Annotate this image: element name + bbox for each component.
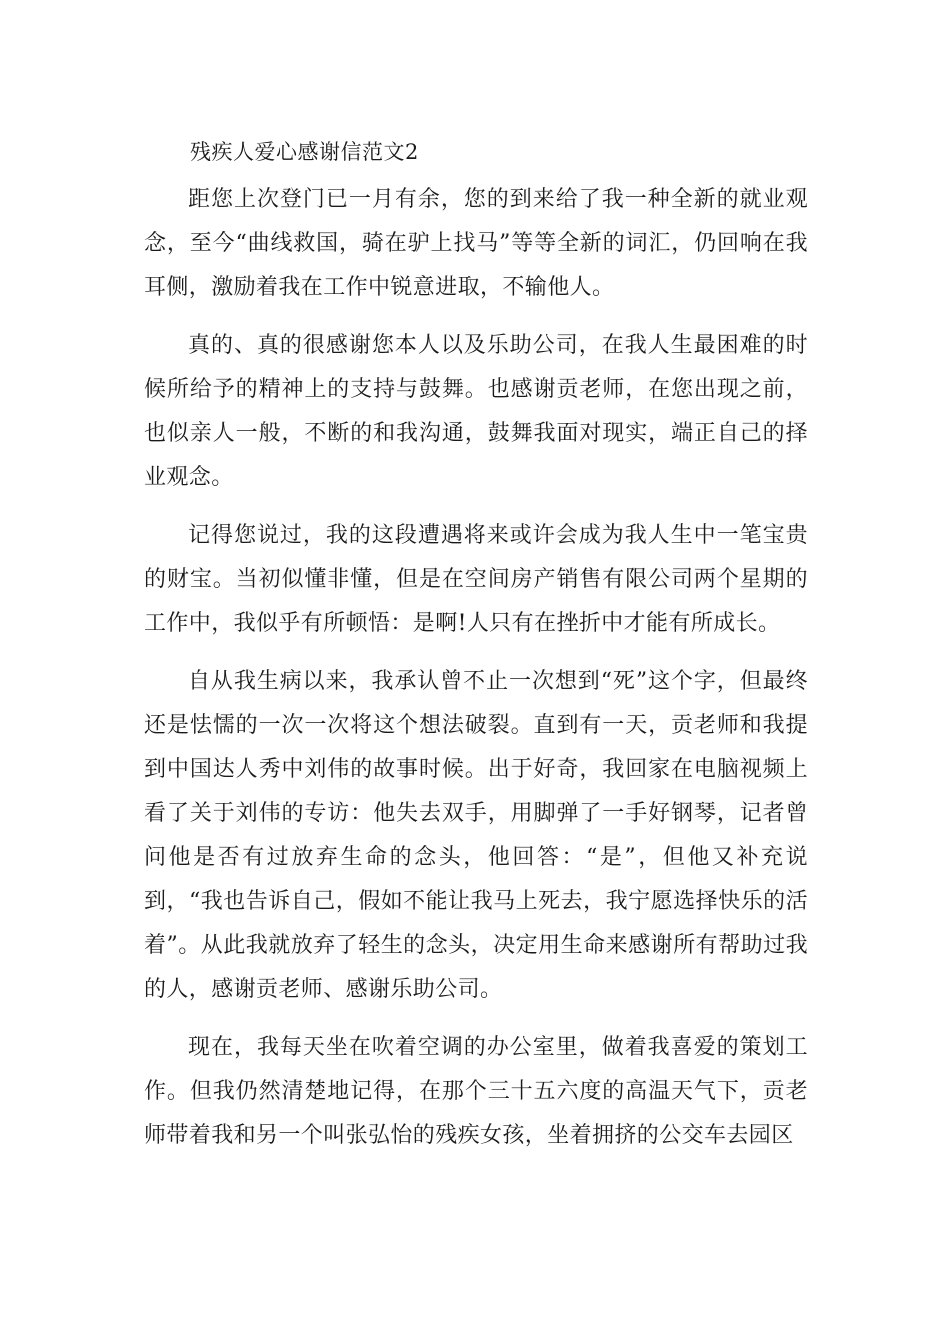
paragraph-1: 距您上次登门已一月有余，您的到来给了我一种全新的就业观念，至今“曲线救国，骑在驴上找马”等等全新的词汇，仍回响在我耳侧，激励着我在工作中锐意进取，不输他人。 <box>144 187 808 300</box>
document-title: 残疾人爱心感谢信范文2 <box>190 140 419 164</box>
paragraph-2: 真的、真的很感谢您本人以及乐助公司，在我人生最困难的时候所给予的精神上的支持与鼓舞。也感谢贡老师，在您出现之前，也似亲人一般，不断的和我沟通，鼓舞我面对现实，端正自己的择业观念。 <box>144 333 808 490</box>
paragraph-4: 自从我生病以来，我承认曾不止一次想到“死”这个字，但最终还是怯懦的一次一次将这个想法破裂。直到有一天，贡老师和我提到中国达人秀中刘伟的故事时候。出于好奇，我回家在电脑视频上看了关于刘伟的专访：他失去双手，用脚弹了一手好钢琴，记者曾问他是否有过放弃生命的念头，他回答：“是”，但他又补充说到，“我也告诉自己，假如不能让我马上死去，我宁愿选择快乐的活着”。从此我就放弃了轻生的念头，决定用生命来感谢所有帮助过我的人，感谢贡老师、感谢乐助公司。 <box>144 669 808 1002</box>
paragraph-5: 现在，我每天坐在吹着空调的办公室里，做着我喜爱的策划工作。但我仍然清楚地记得，在那个三十五六度的高温天气下，贡老师带着我和另一个叫张弘怡的残疾女孩，坐着拥挤的公交车去园区 <box>144 1035 808 1148</box>
document-body <box>144 178 808 1172</box>
paragraph-3: 记得您说过，我的这段遭遇将来或许会成为我人生中一笔宝贵的财宝。当初似懂非懂，但是在空间房产销售有限公司两个星期的工作中，我似乎有所顿悟：是啊!人只有在挫折中才能有所成长。 <box>144 523 808 636</box>
